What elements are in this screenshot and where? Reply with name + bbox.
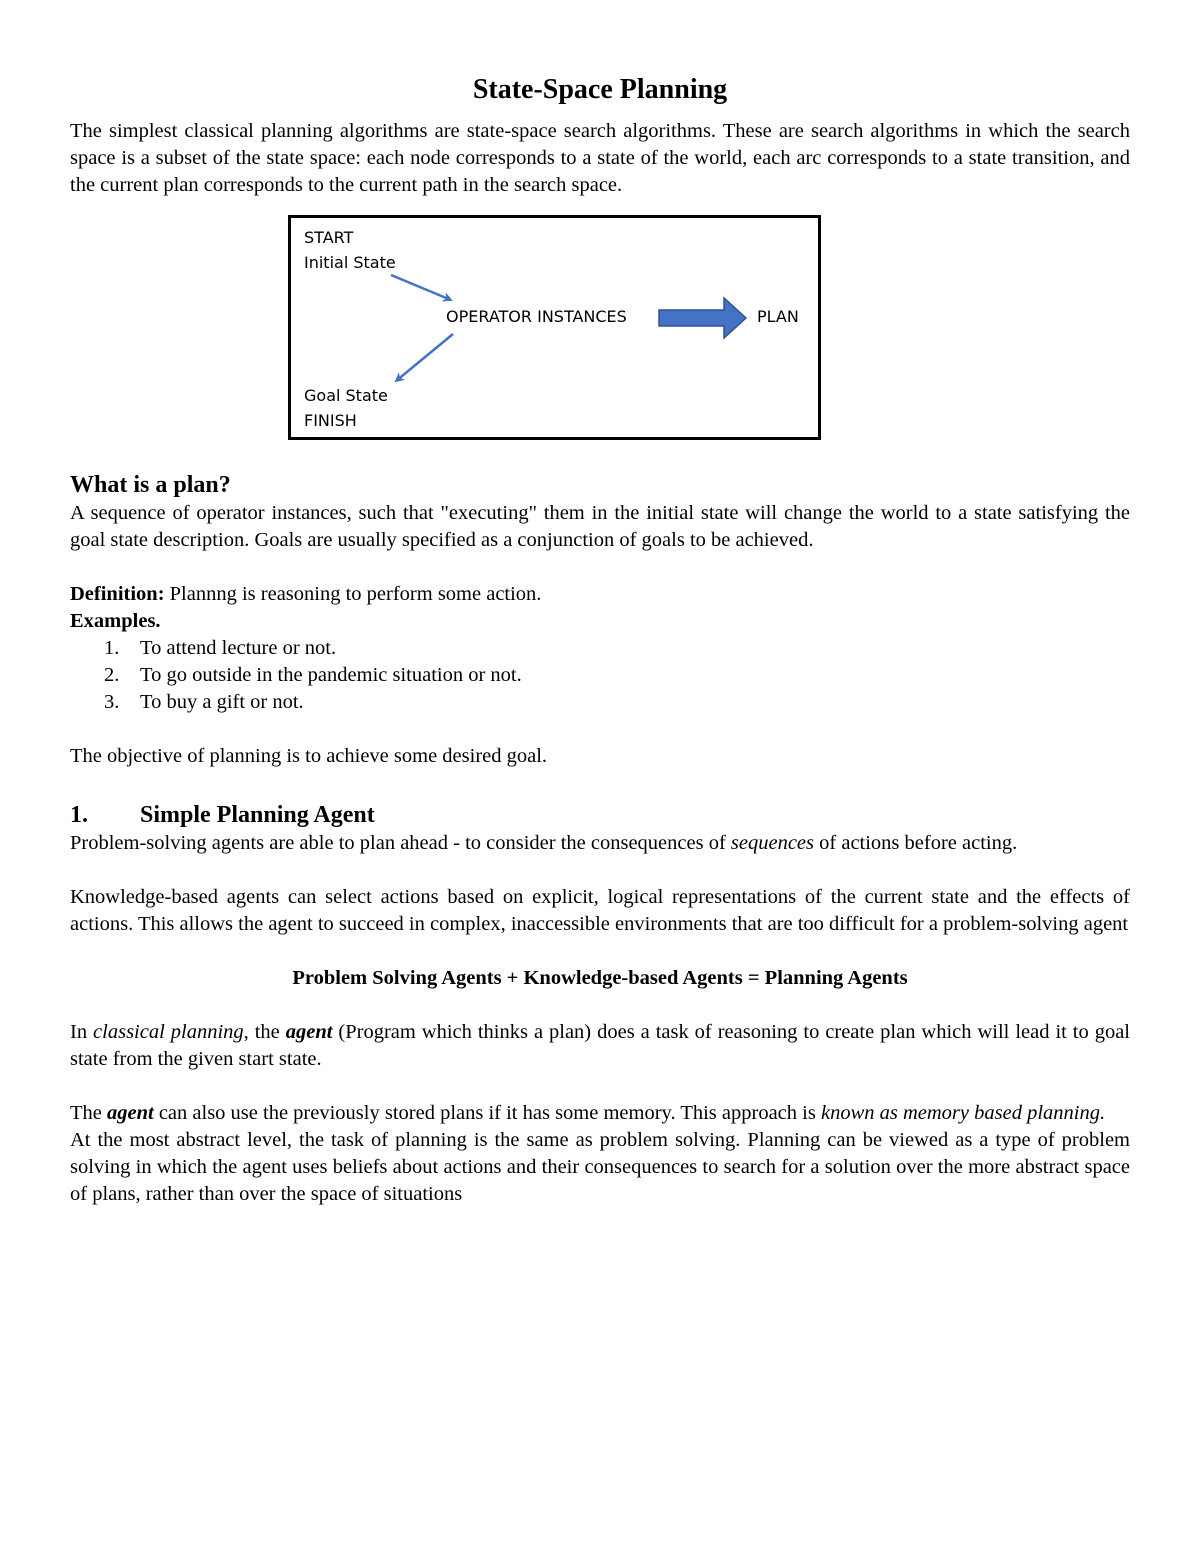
list-item	[70, 689, 1130, 716]
page-title: State-Space Planning	[472, 74, 728, 105]
text-run: of actions before acting.	[814, 832, 1018, 854]
text-run: Problem-solving agents are able to plan ahead - to consider the consequences of	[70, 832, 731, 854]
goal-state-label: Goal State	[304, 386, 388, 405]
start-label: START	[304, 228, 354, 247]
definition-label: Definition:	[70, 583, 165, 605]
finish-label: FINISH	[304, 411, 357, 430]
list-item-number: 3.	[104, 691, 120, 713]
section1-number: 1.	[70, 802, 88, 828]
plan-heading: What is a plan?	[70, 472, 231, 498]
list-item-text: To buy a gift or not.	[140, 691, 304, 713]
objective-paragraph: The objective of planning is to achieve some desired goal.	[70, 745, 548, 767]
section1-paragraph-5: At the most abstract level, the task of planning is the same as problem solving. Planning can be viewed as a type of problem solving in which the agent uses beliefs about actions and their consequences to search for a solution over the more abstract space of plans, rather than over the space of situations	[70, 1129, 1130, 1205]
text-run-bold-italic: agent	[285, 1021, 333, 1043]
plan-paragraph: A sequence of operator instances, such that "executing" them in the initial state will change the world to a state satisfying the goal state description. Goals are usually specified as a conjunction of goals to be achieved.	[70, 502, 1130, 551]
plan-label: PLAN	[757, 307, 799, 326]
section1-paragraph-3	[70, 1019, 1130, 1073]
list-item-text: To go outside in the pandemic situation or not.	[140, 664, 522, 686]
text-run-italic: known as memory based planning.	[820, 1102, 1106, 1124]
text-run-bold-italic: agent	[107, 1102, 154, 1124]
list-item-number: 2.	[104, 664, 120, 686]
initial-state-label: Initial State	[304, 253, 396, 272]
operator-to-plan-block-arrow	[659, 298, 746, 338]
text-run: The	[70, 1102, 107, 1124]
section1-paragraph-2: Knowledge-based agents can select actions based on explicit, logical representations of the current state and the effects of actions. This allows the agent to succeed in complex, inaccessible environments that are too difficult for a problem-solving agent	[70, 886, 1130, 935]
examples-list	[70, 635, 1130, 716]
text-run-italic: sequences	[730, 832, 815, 854]
intro-paragraph: The simplest classical planning algorithms are state-space search algorithms. These are search algorithms in which the search space is a subset of the state space: each node corresponds to a state of the world, each arc corresponds to a state transition, and the current plan corresponds to the current path in the search space.	[70, 120, 1130, 196]
text-run: In	[70, 1021, 94, 1043]
list-item	[70, 635, 1130, 662]
document-page	[70, 70, 1130, 1208]
section1-title: Simple Planning Agent	[140, 802, 375, 828]
operator-to-goal-arrow	[396, 334, 453, 381]
section1-paragraph-1	[70, 830, 1130, 857]
list-item-text: To attend lecture or not.	[140, 637, 337, 659]
list-item-number: 1.	[104, 637, 120, 659]
operator-instances-label: OPERATOR INSTANCES	[446, 307, 627, 326]
list-item	[70, 662, 1130, 689]
text-run: can also use the previously stored plans if it has some memory. This approach is	[153, 1102, 821, 1124]
text-run: , the	[243, 1021, 286, 1043]
definition-paragraph	[70, 581, 1130, 608]
definition-text: Plannng is reasoning to perform some action.	[164, 583, 542, 605]
text-run: (Program which thinks a plan) does a task of reasoning to create plan which will lead it to goal state from the given start state.	[70, 1021, 1131, 1070]
section1-heading	[70, 800, 1130, 830]
agents-equation: Problem Solving Agents + Knowledge-based Agents = Planning Agents	[292, 967, 908, 989]
section1-paragraph-4	[70, 1100, 1130, 1127]
initial-to-operator-arrow	[391, 275, 451, 300]
examples-label: Examples.	[70, 610, 161, 632]
state-space-diagram	[288, 215, 821, 440]
text-run-italic: classical planning	[93, 1021, 244, 1043]
